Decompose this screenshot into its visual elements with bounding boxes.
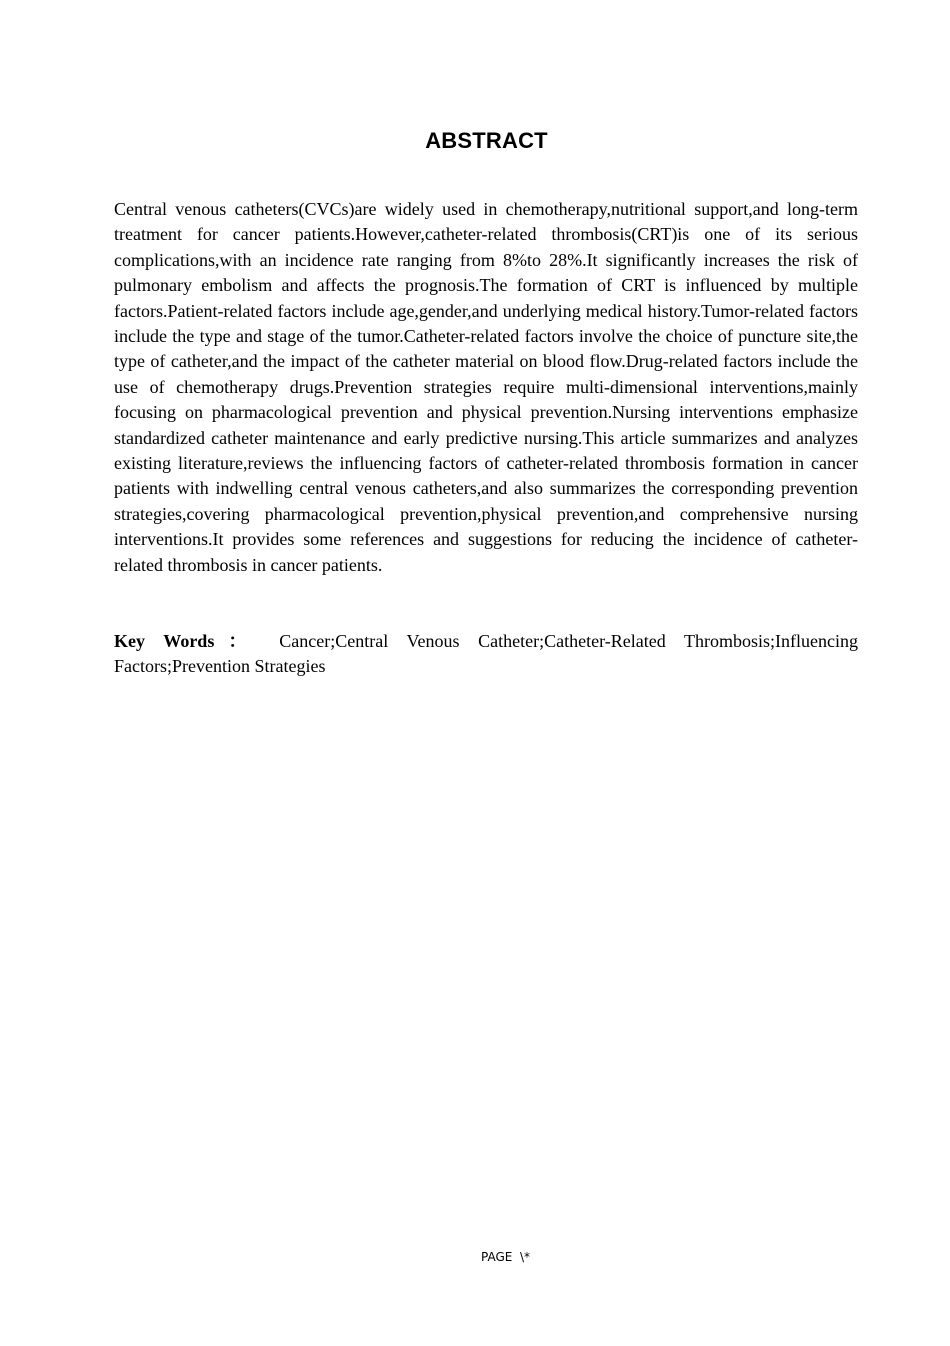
abstract-title: ABSTRACT (425, 128, 548, 153)
page-number-field: PAGE \* (480, 1250, 531, 1264)
keywords-paragraph (114, 629, 858, 680)
keywords-label: Key Words： (114, 631, 261, 651)
keywords-text: Cancer;Central Venous Catheter;Catheter-Related Thrombosis;Influencing Factors;Prevention Strategies (114, 631, 858, 677)
abstract-body: Central venous catheters(CVCs)are widely used in chemotherapy,nutritional support,and long-term treatment for cancer patients.However,catheter-related thrombosis(CRT)is one of its serious complications,with an incidence rate ranging from 8%to 28%.It significantly increases the risk of pulmonary embolism and affects the prognosis.The formation of CRT is influenced by multiple factors.Patient-related factors include age,gender,and underlying medical history.Tumor-related factors include the type and stage of the tumor.Catheter-related factors involve the choice of puncture site,the type of catheter,and the impact of the catheter material on blood flow.Drug-related factors include the use of chemotherapy drugs.Prevention strategies require multi-dimensional interventions,mainly focusing on pharmacological prevention and physical prevention.Nursing interventions emphasize standardized catheter maintenance and early predictive nursing.This article summarizes and analyzes existing literature,reviews the influencing factors of catheter-related thrombosis formation in cancer patients with indwelling central venous catheters,and also summarizes the corresponding prevention strategies,covering pharmacological prevention,physical prevention,and comprehensive nursing interventions.It provides some references and suggestions for reducing the incidence of catheter-related thrombosis in cancer patients. (114, 199, 858, 575)
